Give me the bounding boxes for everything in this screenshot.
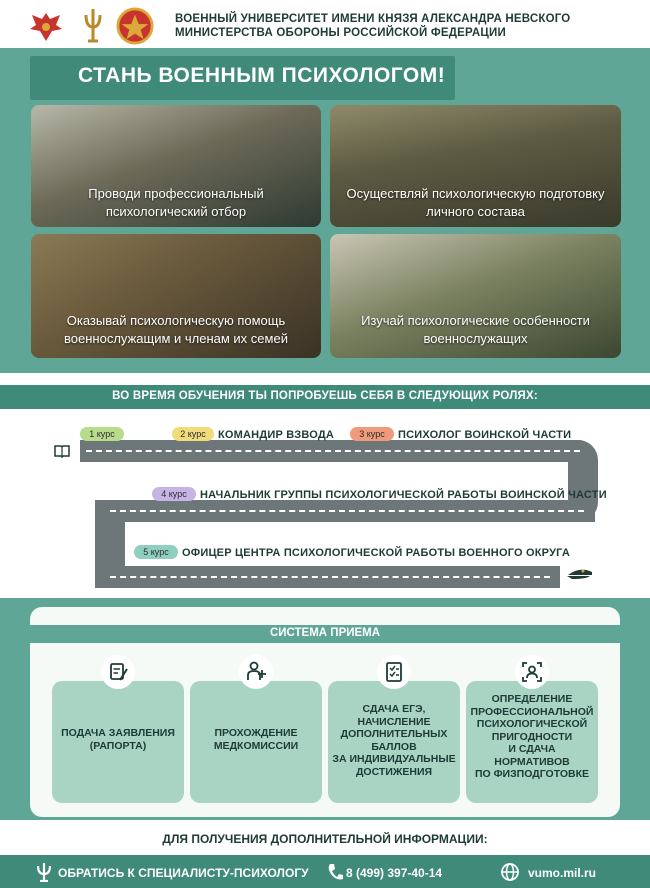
header xyxy=(0,0,650,50)
medical-icon xyxy=(239,655,273,689)
tile-caption xyxy=(31,312,321,348)
tile-caption-line1: Оказывай психологическую помощь xyxy=(66,313,286,328)
page-headline: СТАНЬ ВОЕННЫМ ПСИХОЛОГОМ! xyxy=(78,64,446,87)
course-badge-4: 4 курс xyxy=(152,487,196,501)
book-icon xyxy=(54,444,70,458)
exam-icon xyxy=(377,655,411,689)
psi-icon xyxy=(36,862,52,882)
admission-step-4 xyxy=(466,681,598,803)
photo-tile-training xyxy=(330,105,621,227)
step-text: СДАЧА ЕГЭ, НАЧИСЛЕНИЕ ДОПОЛНИТЕЛЬНЫХ БАЛЛОВ ЗА ИНДИВИДУАЛЬНЫЕ ДОСТИЖЕНИЯ xyxy=(332,703,456,778)
step-icon-badge xyxy=(239,655,273,689)
tile-caption xyxy=(330,185,621,221)
step-text: ОПРЕДЕЛЕНИЕ ПРОФЕССИОНАЛЬНОЙ ПСИХОЛОГИЧЕСКОЙ ПРИГОДНОСТИ И СДАЧА НОРМАТИВОВ ПО ФИЗПОДГОТОВКЕ xyxy=(470,693,594,780)
website-link[interactable]: vumo.mil.ru xyxy=(528,866,597,880)
admission-step-1 xyxy=(52,681,184,803)
admission-step-3 xyxy=(328,681,460,803)
road-marking xyxy=(110,510,584,512)
globe-icon xyxy=(500,862,520,882)
tile-caption-line1: Осуществляй психологическую подготовку xyxy=(346,186,605,201)
step-icon-badge xyxy=(515,655,549,689)
contact-psychologist-link[interactable]: ОБРАТИСЬ К СПЕЦИАЛИСТУ-ПСИХОЛОГУ xyxy=(58,866,309,880)
profile-icon xyxy=(515,655,549,689)
info-title: ДЛЯ ПОЛУЧЕНИЯ ДОПОЛНИТЕЛЬНОЙ ИНФОРМАЦИИ: xyxy=(162,832,488,846)
officer-cap-icon xyxy=(566,566,594,580)
role-5: ОФИЦЕР ЦЕНТРА ПСИХОЛОГИЧЕСКОЙ РАБОТЫ ВОЕННОГО ОКРУГА xyxy=(182,547,570,559)
tile-caption-line1: Изучай психологические особенности xyxy=(361,313,590,328)
step-icon-badge xyxy=(101,655,135,689)
step-text: ПОДАЧА ЗАЯВЛЕНИЯ (РАПОРТА) xyxy=(61,727,175,752)
role-3: ПСИХОЛОГ ВОИНСКОЙ ЧАСТИ xyxy=(398,429,572,441)
course-badge-5: 5 курс xyxy=(134,545,178,559)
course-badge-1: 1 курс xyxy=(80,427,124,441)
road-marking xyxy=(86,450,580,452)
tile-caption-line2: военнослужащих xyxy=(423,331,528,346)
tile-caption-line2: психологический отбор xyxy=(105,204,247,219)
step-icon-badge xyxy=(377,655,411,689)
phone-icon xyxy=(326,862,344,882)
phone-number-link[interactable]: 8 (499) 397-40-14 xyxy=(346,866,443,880)
tile-caption xyxy=(31,185,321,221)
tile-caption xyxy=(330,312,621,348)
eagle-emblem-icon xyxy=(28,7,64,45)
step-text: ПРОХОЖДЕНИЕ МЕДКОМИССИИ xyxy=(213,727,299,752)
admission-step-2 xyxy=(190,681,322,803)
course-badge-2: 2 курс xyxy=(172,427,214,441)
application-icon xyxy=(101,655,135,689)
university-crest-icon xyxy=(115,7,155,45)
role-4: НАЧАЛЬНИК ГРУППЫ ПСИХОЛОГИЧЕСКОЙ РАБОТЫ ВОИНСКОЙ ЧАСТИ xyxy=(200,489,607,501)
university-title xyxy=(175,12,570,40)
tile-caption-line2: личного состава xyxy=(426,204,525,219)
tile-caption-line1: Проводи профессиональный xyxy=(88,186,264,201)
admission-title: СИСТЕМА ПРИЕМА xyxy=(269,627,381,639)
university-title-line2: МИНИСТЕРСТВА ОБОРОНЫ РОССИЙСКОЙ ФЕДЕРАЦИИ xyxy=(175,27,506,39)
university-title-line1: ВОЕННЫЙ УНИВЕРСИТЕТ ИМЕНИ КНЯЗЯ АЛЕКСАНДРА НЕВСКОГО xyxy=(175,13,571,25)
role-2: КОМАНДИР ВЗВОДА xyxy=(218,429,335,441)
course-badge-3: 3 курс xyxy=(350,427,394,441)
tile-caption-line2: военнослужащим и членам их семей xyxy=(64,331,288,346)
photo-tile-assistance xyxy=(31,234,321,358)
photo-tile-selection xyxy=(31,105,321,227)
road-marking xyxy=(110,576,550,578)
photo-tile-research xyxy=(330,234,621,358)
roles-title: ВО ВРЕМЯ ОБУЧЕНИЯ ТЫ ПОПРОБУЕШЬ СЕБЯ В СЛЕДУЮЩИХ РОЛЯХ: xyxy=(112,390,538,402)
psych-symbol-icon xyxy=(82,7,104,45)
